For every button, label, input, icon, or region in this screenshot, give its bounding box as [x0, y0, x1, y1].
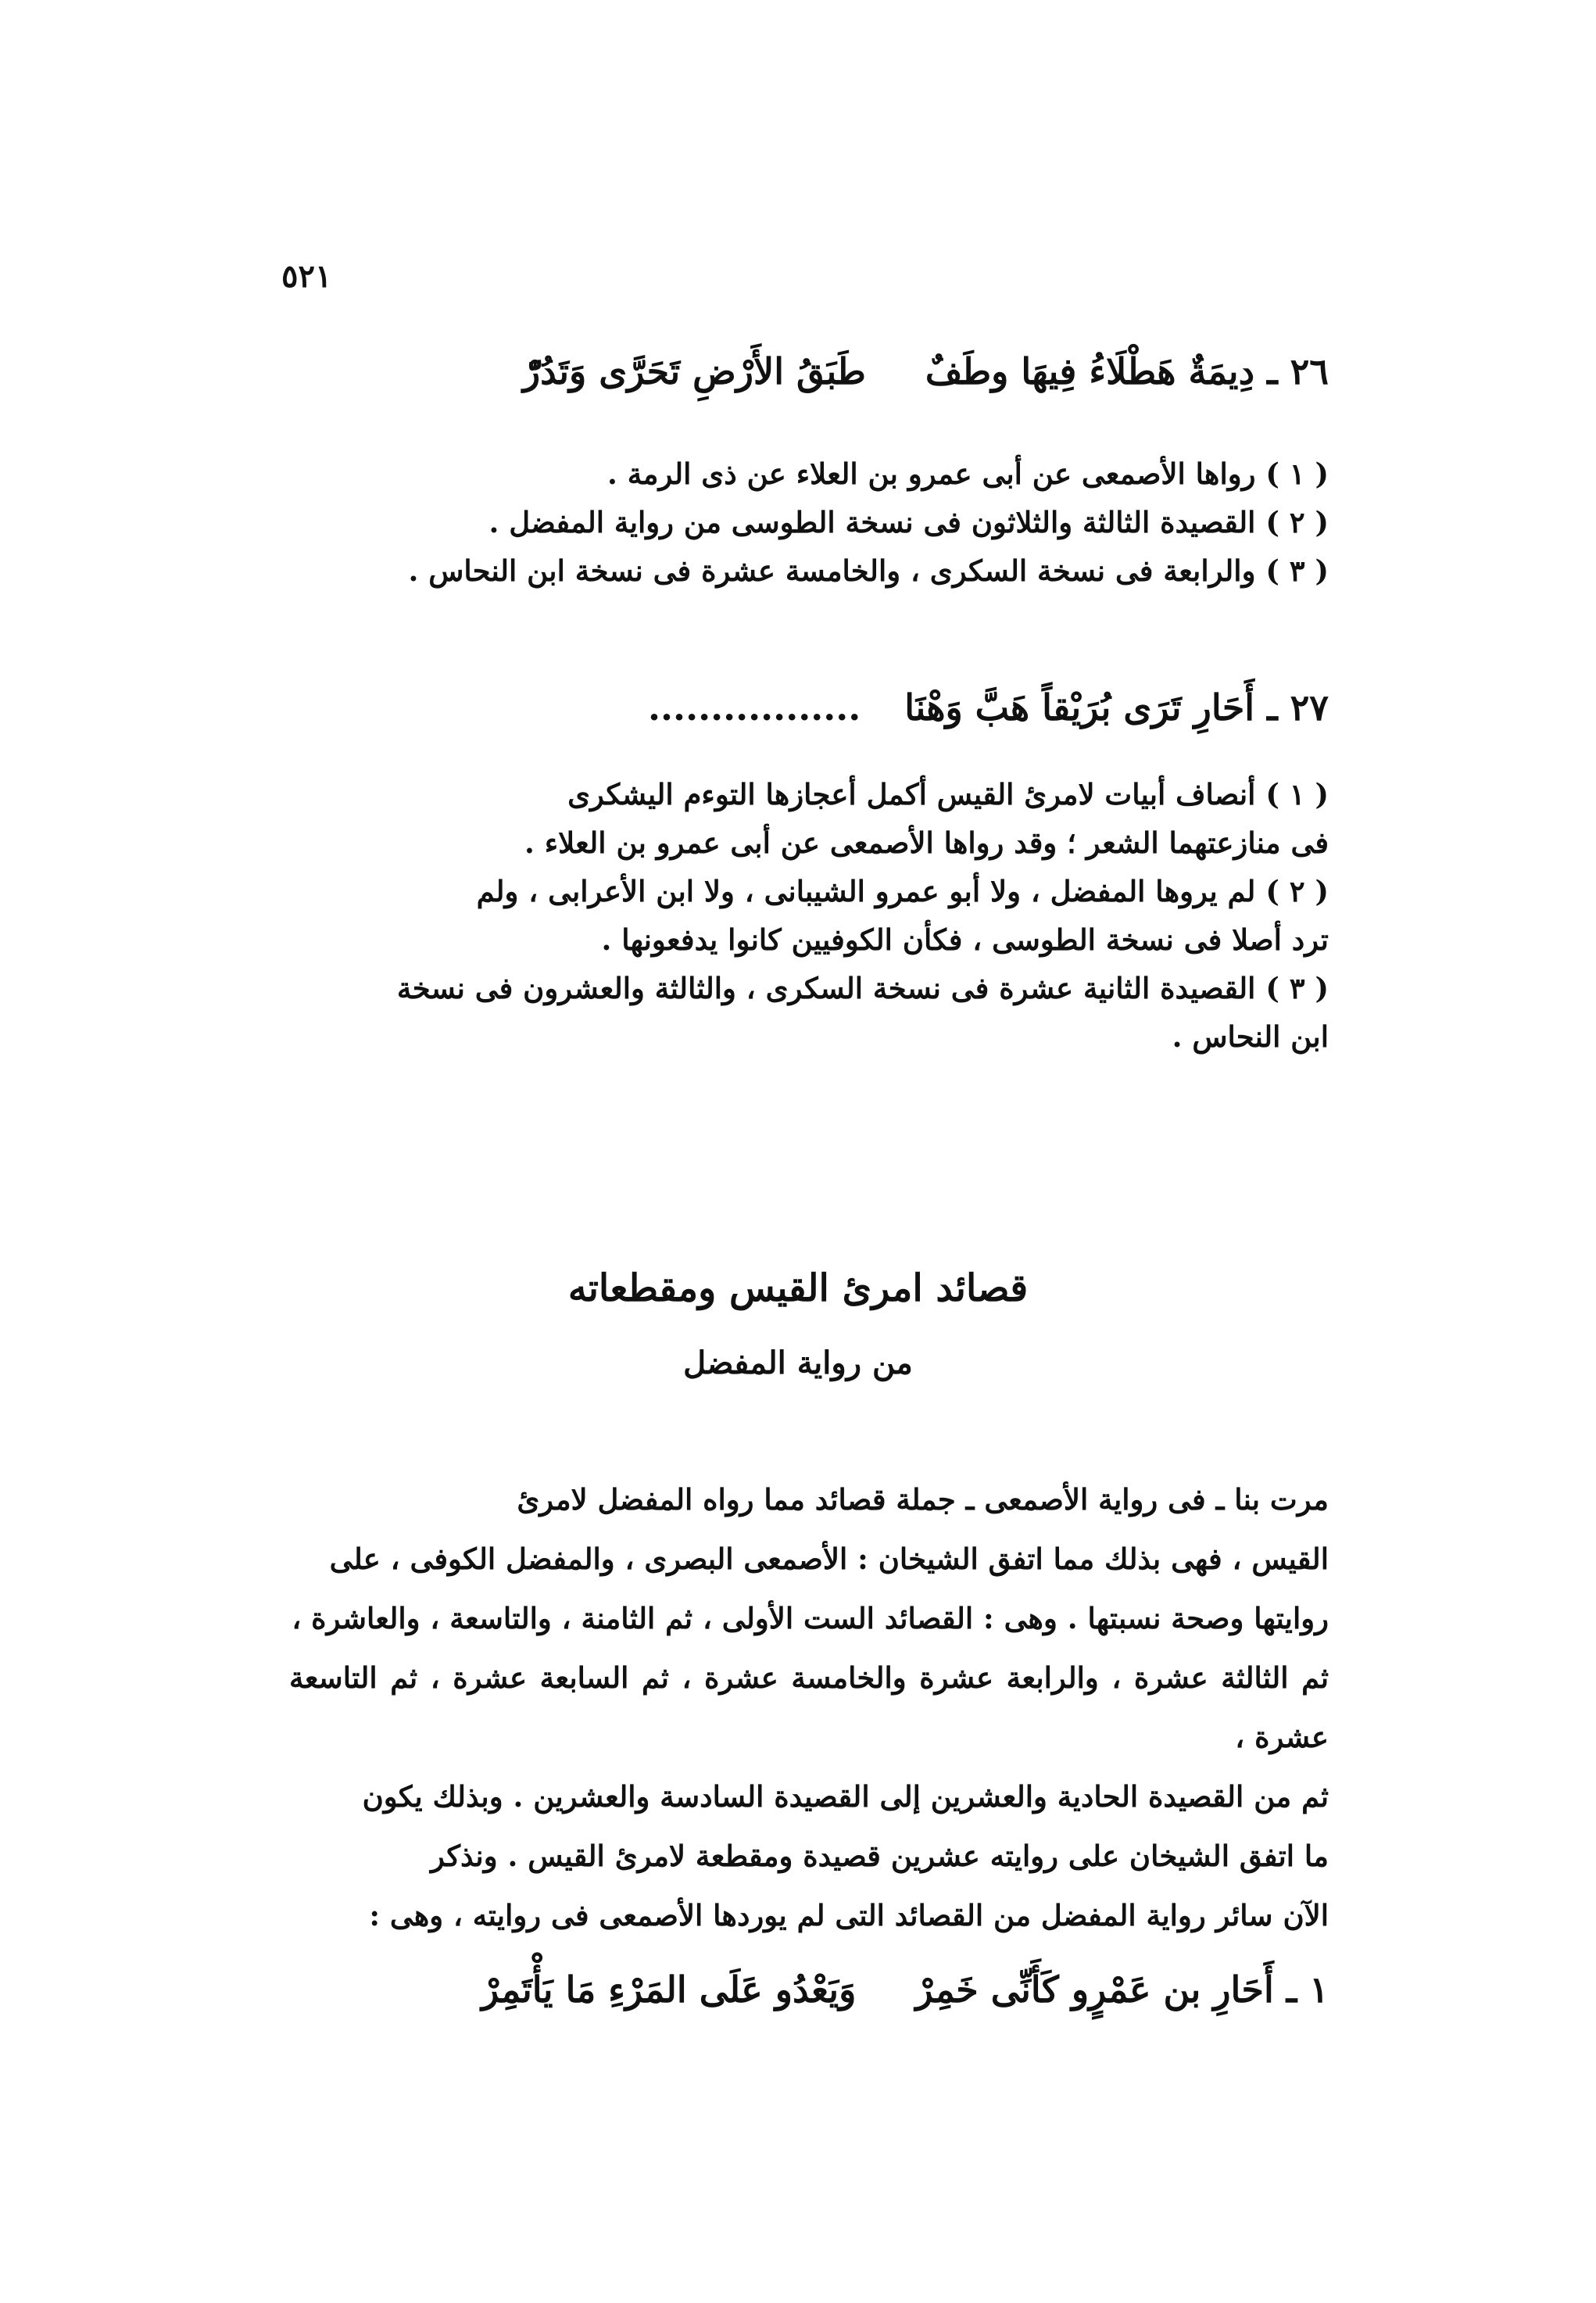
- paragraph-line: ثم الثالثة عشرة ، والرابعة عشرة والخامسة عشرة ، ثم السابعة عشرة ، ثم التاسعة عشرة ،: [289, 1660, 1329, 1754]
- verse-27: [289, 680, 1329, 735]
- paragraph-line: ما اتفق الشيخان على روايته عشرين قصيدة ومقطعة لامرئ القيس . ونذكر: [430, 1839, 1329, 1873]
- footnotes-26: [289, 449, 1329, 595]
- verse-number: ٢٦ ـ: [1267, 350, 1329, 392]
- verse-hemistich-first: أَحَارِ بن عَمْرٍو كَأَنِّى خَمِرْ: [915, 1968, 1274, 2011]
- footnote-line: ابن النحاس .: [1172, 1019, 1329, 1054]
- paragraph-line: مرت بنا ـ فى رواية الأصمعى ـ جملة قصائد مما رواه المفضل لامرئ: [517, 1482, 1329, 1517]
- footnote-line: ( ١ ) أنصاف أبيات لامرئ القيس أكمل أعجازها التوءم اليشكرى: [567, 777, 1329, 811]
- paragraph-line: القيس ، فهى بذلك مما اتفق الشيخان : الأصمعى البصرى ، والمفضل الكوفى ، على: [329, 1542, 1329, 1576]
- section-title: قصائد امرئ القيس ومقطعاته: [567, 1266, 1029, 1310]
- verse-ellipsis: .................: [648, 686, 861, 729]
- verse-hemistich-first: أَحَارِ تَرَى بُرَيْقاً هَبَّ وَهْنَا: [904, 686, 1255, 729]
- paragraph-line: روايتها وصحة نسبتها . وهى : القصائد الست الأولى ، ثم الثامنة ، والتاسعة ، والعاشرة ،: [292, 1601, 1329, 1635]
- footnote-line: ( ٢ ) لم يروها المفضل ، ولا أبو عمرو الشيبانى ، ولا ابن الأعرابى ، ولم: [476, 874, 1329, 908]
- verse-number: ٢٧ ـ: [1267, 686, 1329, 729]
- verse-hemistich-second: وَيَعْدُو عَلَى المَرْءِ مَا يَأْتَمِرْ: [481, 1968, 857, 2011]
- verse-1: [289, 1962, 1329, 2017]
- footnote-line: ( ٣ ) والرابعة فى نسخة السكرى ، والخامسة عشرة فى نسخة ابن النحاس .: [408, 553, 1329, 588]
- footnotes-27: [289, 770, 1329, 1061]
- footnote-line: ( ٢ ) القصيدة الثالثة والثلاثون فى نسخة الطوسى من رواية المفضل .: [488, 505, 1329, 539]
- verse-number: ١ ـ: [1286, 1968, 1329, 2011]
- paragraph-line: ثم من القصيدة الحادية والعشرين إلى القصيدة السادسة والعشرين . وبذلك يكون: [362, 1779, 1329, 1814]
- body-paragraph: [289, 1470, 1329, 1945]
- section-subtitle: من رواية المفضل: [683, 1345, 913, 1381]
- verse-hemistich-second: طَبَقُ الأَرْضِ تَحَرَّى وَتَدُرّْ: [522, 350, 866, 392]
- footnote-line: ( ٣ ) القصيدة الثانية عشرة فى نسخة السكرى ، والثالثة والعشرون فى نسخة: [396, 971, 1329, 1005]
- page-number: ٥٢١: [281, 258, 332, 295]
- footnote-line: ترد أصلا فى نسخة الطوسى ، فكأن الكوفيين كانوا يدفعونها .: [601, 922, 1329, 957]
- footnote-line: ( ١ ) رواها الأصمعى عن أبى عمرو بن العلاء عن ذى الرمة .: [607, 457, 1329, 491]
- verse-hemistich-first: دِيمَةٌ هَطْلَاءُ فِيهَا وطَفٌ: [925, 350, 1255, 392]
- paragraph-line: الآن سائر رواية المفضل من القصائد التى لم يوردها الأصمعى فى روايته ، وهى :: [369, 1898, 1329, 1932]
- footnote-line: فى منازعتهما الشعر ؛ وقد رواها الأصمعى عن أبى عمرو بن العلاء .: [524, 826, 1329, 860]
- verse-26: [289, 344, 1329, 399]
